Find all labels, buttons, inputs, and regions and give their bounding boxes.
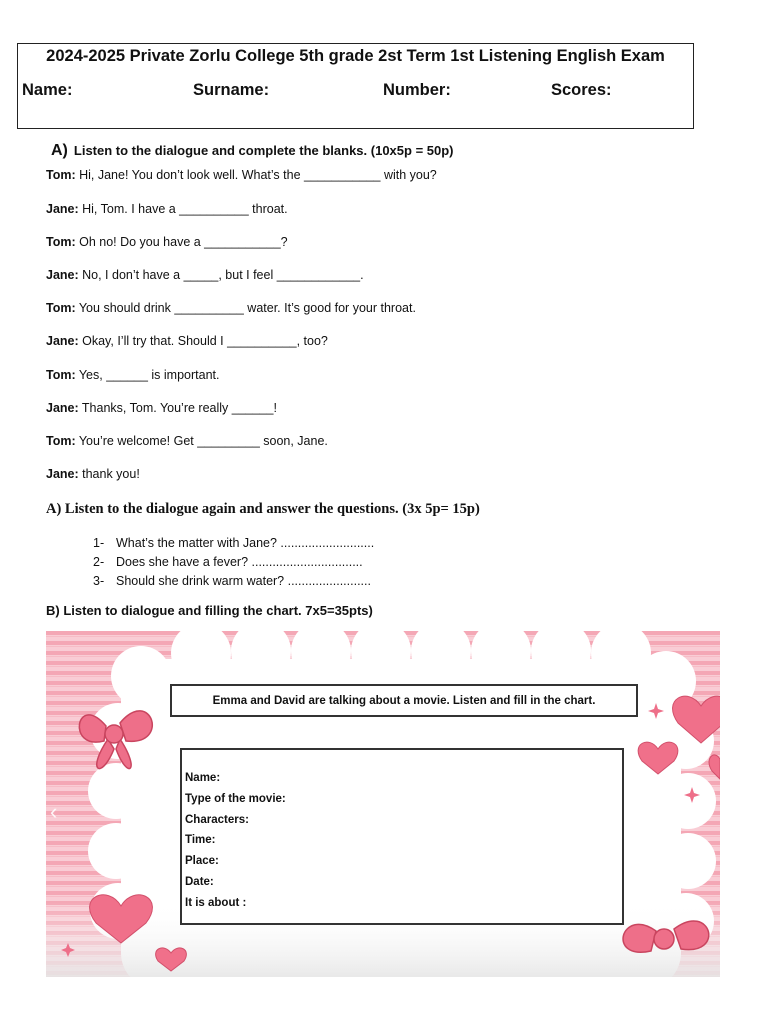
speaker: Tom: [46,235,76,249]
section-a-heading [51,142,454,160]
question-number: 1- [93,536,105,550]
question-item [93,574,371,588]
question-item [93,536,374,550]
dialogue-line [46,235,288,249]
section-b-heading: B) Listen to dialogue and filling the chart. 7x5=35pts) [46,603,373,618]
chart-field-characters: Characters: [185,813,249,826]
line-text: No, I don’t have a _____, but I feel ____________. [78,268,364,282]
line-text: Okay, I’ll try that. Should I __________, too? [78,334,328,348]
question-number: 3- [93,574,105,588]
dialogue-line [46,334,328,348]
scores-field-label: Scores: [551,81,612,99]
movie-chart [180,748,624,925]
question-number: 2- [93,555,105,569]
section-a-instruction: Listen to the dialogue and complete the blanks. (10x5p = 50p) [73,143,454,158]
line-text: Hi, Tom. I have a __________ throat. [78,202,288,216]
speaker: Jane: [46,401,79,415]
dialogue-line [46,467,140,481]
speaker: Jane: [46,202,79,216]
name-field-label: Name: [22,81,73,99]
surname-field-label: Surname: [193,81,270,99]
dialogue-line [46,301,416,315]
chart-banner: Emma and David are talking about a movie. Listen and fill in the chart. [170,684,638,717]
speaker: Tom: [46,434,76,448]
line-text: Yes, ______ is important. [75,368,220,382]
speaker: Tom: [46,301,76,315]
speaker: Tom: [46,368,76,382]
dialogue-line [46,168,437,182]
chevron-left-icon[interactable]: ‹ [50,799,58,824]
speaker: Tom: [46,168,76,182]
section-a2-heading: A) Listen to the dialogue again and answer the questions. (3x 5p= 15p) [46,501,480,517]
exam-header [17,43,694,129]
chart-field-date: Date: [185,875,214,888]
question-text: Should she drink warm water? ........................ [116,574,371,588]
question-text: Does she have a fever? ................................ [116,555,363,569]
question-text: What’s the matter with Jane? ........................... [116,536,375,550]
question-item [93,555,363,569]
line-text: You should drink __________ water. It’s good for your throat. [75,301,416,315]
movie-chart-picture [46,631,720,977]
dialogue-line [46,368,219,382]
line-text: thank you! [78,467,140,481]
speaker: Jane: [46,467,79,481]
speaker: Jane: [46,268,79,282]
speaker: Jane: [46,334,79,348]
section-a-letter: A) [51,142,68,159]
line-text: Oh no! Do you have a ___________? [75,235,288,249]
chart-field-type: Type of the movie: [185,792,286,805]
exam-title: 2024-2025 Private Zorlu College 5th grade 2st Term 1st Listening English Exam [46,47,665,65]
dialogue-line [46,202,288,216]
chart-field-place: Place: [185,855,219,868]
dialogue-line [46,401,277,415]
chart-field-about: It is about : [185,896,247,909]
dialogue-line [46,268,364,282]
chart-field-name: Name: [185,772,221,784]
number-field-label: Number: [383,81,451,99]
dialogue-line [46,434,328,448]
line-text: Thanks, Tom. You’re really ______! [78,401,277,415]
chart-field-time: Time: [185,834,216,847]
line-text: Hi, Jane! You don’t look well. What’s the ___________ with you? [75,168,437,182]
line-text: You’re welcome! Get _________ soon, Jane. [75,434,328,448]
